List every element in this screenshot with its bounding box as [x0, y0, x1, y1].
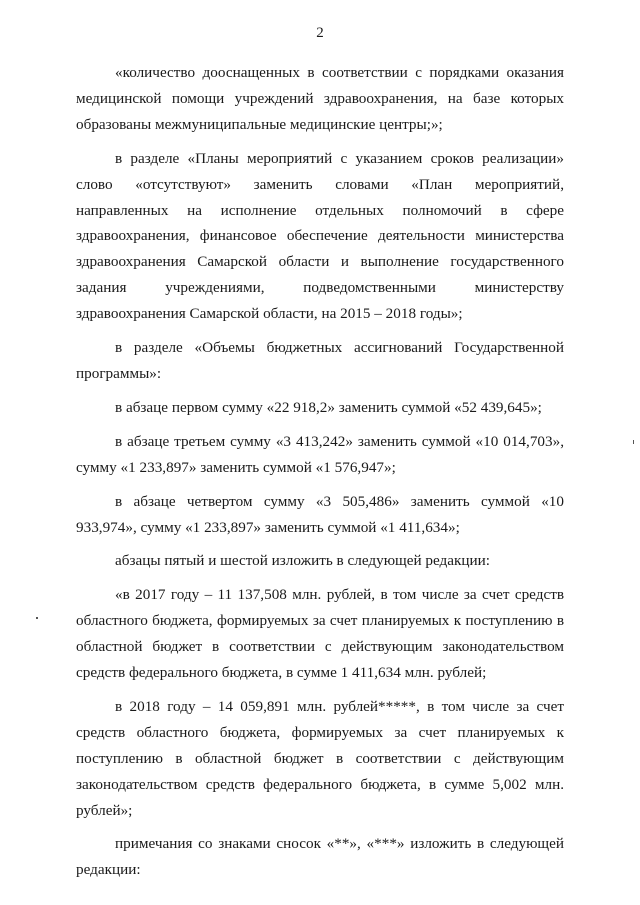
paragraph-4: в абзаце первом сумму «22 918,2» заменить суммой «52 439,645»;	[115, 398, 542, 416]
paragraph-6: в абзаце четвертом сумму «3 505,486» заменить суммой «10 933,974», сумму «1 233,897» заменить суммой «1 411,634»;	[76, 492, 564, 536]
scan-speck-left	[36, 617, 38, 619]
paragraph-5: в абзаце третьем сумму «3 413,242» заменить суммой «10 014,703», сумму «1 233,897» заменить суммой «1 576,947»;	[76, 432, 564, 476]
paragraph-8: «в 2017 году – 11 137,508 млн. рублей, в том числе за счет средств областного бюджета, формируемых за счет планируемых к поступлению в областной бюджет в соответствии с действующим законодательством средств федерального бюджета, в сумме 1 411,634 млн. рублей;	[76, 586, 564, 682]
paragraph-7: абзацы пятый и шестой изложить в следующей редакции:	[115, 552, 490, 570]
page-number: 2	[316, 25, 324, 41]
scan-speck-right	[633, 440, 634, 444]
paragraph-2: в разделе «Планы мероприятий с указанием сроков реализации» слово «отсутствуют» заменить словами «План мероприятий, направленных на исполнение отдельных полномочий в сфере здравоохранения, финансовое обеспечение деятельности министерства здравоохранения Самарской области и выполнение государственного задания учреждениями, подведомственными министерству здравоохранения Самарской области, на 2015 – 2018 годы»;	[76, 149, 564, 323]
paragraph-1: «количество дооснащенных в соответствии с порядками оказания медицинской помощи учреждений здравоохранения, на базе которых образованы межмуниципальные медицинские центры;»;	[76, 64, 564, 133]
paragraph-10: примечания со знаками сносок «**», «***» изложить в следующей редакции:	[76, 835, 564, 879]
document-body	[76, 60, 564, 883]
paragraph-9: в 2018 году – 14 059,891 млн. рублей*****, в том числе за счет средств областного бюджета, формируемых за счет планируемых к поступлению в областной бюджет в соответствии с действующим законодательством средств федерального бюджета, в сумме 5,002 млн. рублей»;	[76, 697, 564, 819]
paragraph-3: в разделе «Объемы бюджетных ассигнований Государственной программы»:	[76, 339, 564, 382]
